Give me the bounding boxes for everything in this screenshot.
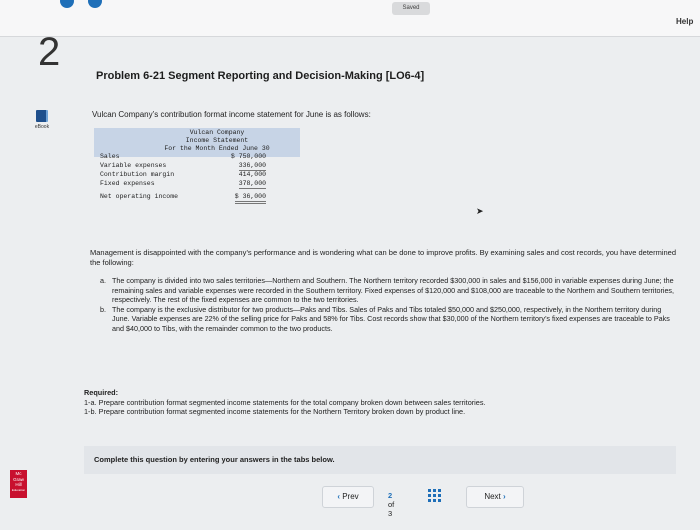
income-statement [94, 128, 300, 210]
ebook-button[interactable] [32, 110, 52, 130]
row-value: $ 36,000 [235, 192, 266, 204]
progress-dot-icon [88, 0, 102, 8]
question-number: 2 [38, 30, 61, 74]
row-value: 336,000 [238, 162, 266, 169]
book-icon [36, 110, 48, 122]
row-value: 414,000 [238, 171, 266, 178]
chevron-left-icon: ‹ [337, 492, 340, 501]
list-item [100, 305, 680, 334]
top-bar [0, 0, 700, 37]
mouse-cursor-icon: ➤ [476, 206, 484, 216]
grid-menu-icon[interactable] [428, 489, 441, 502]
prev-label: Prev [342, 492, 359, 501]
row-value: 378,000 [238, 180, 266, 187]
row-value: $ 750,000 [230, 153, 266, 160]
statement-name: Income Statement [185, 137, 249, 144]
logo-text: Graw [13, 476, 24, 482]
row-label: Sales [100, 153, 120, 160]
complete-instruction: Complete this question by entering your answers in the tabs below. [84, 446, 676, 474]
list-text: The company is the exclusive distributor for two products—Paks and Tibs. Sales of Paks and Tibs totaled $50,000 and $250,000, respectively, in the Northern territory during June. Variable expenses are 22% of the selling price for Paks and 58% for Tibs. Cost records show that $30,000 of the Northern territory’s fixed expenses are traceable to Paks and $40,000 to Tibs, with the remainder common to the two products. [112, 304, 670, 333]
help-link[interactable]: Help [676, 17, 694, 26]
list-text: The company is divided into two sales territories—Northern and Southern. The Northern territory recorded $300,000 in sales and $156,000 in variable expenses during June; the remaining sales and variable expenses were recorded in the Southern territory. Fixed expenses of $120,000 and $108,000 are traceable to the Northern and Southern territories, respectively. The rest of the fixed expenses are common to the two territories. [112, 276, 675, 304]
statement-row [100, 179, 300, 188]
row-label: Contribution margin [100, 171, 175, 178]
required-section [84, 388, 684, 417]
management-text: Management is disappointed with the company’s performance and is wondering what can be done to improve profits. By examining sales and cost records, you have determined the following: [90, 248, 677, 267]
current-page: 2 [388, 491, 393, 500]
progress-dot-icon [60, 0, 74, 8]
next-label: Next [484, 492, 501, 501]
statement-row [100, 161, 300, 170]
of-label: of [388, 500, 395, 509]
prev-button[interactable] [322, 486, 374, 508]
statement-period: For the Month Ended June 30 [164, 145, 270, 152]
required-heading: Required: [84, 388, 119, 397]
page-indicator [388, 491, 394, 518]
facts-list [100, 276, 680, 333]
list-marker: b. [100, 304, 106, 314]
list-item [100, 276, 680, 305]
required-item: 1-b. Prepare contribution format segmented income statements for the Northern Territory broken down by product line. [84, 407, 466, 416]
logo-text: Education [11, 487, 26, 492]
intro-text: Vulcan Company’s contribution format income statement for June is as follows: [92, 110, 371, 119]
statement-row [100, 170, 300, 179]
logo-text: Mc [15, 471, 22, 476]
row-label: Variable expenses [100, 162, 167, 169]
publisher-logo [10, 470, 27, 498]
next-button[interactable] [466, 486, 524, 508]
required-item: 1-a. Prepare contribution format segmented income statements for the total company broken down between sales territories. [84, 397, 486, 407]
total-pages: 3 [388, 509, 393, 518]
saved-indicator: Saved [392, 2, 430, 15]
statement-row [100, 192, 300, 201]
statement-row [100, 152, 300, 161]
row-label: Fixed expenses [100, 180, 155, 187]
list-marker: a. [100, 276, 106, 285]
logo-text: Hill [15, 482, 22, 487]
statement-company: Vulcan Company [189, 129, 245, 136]
chevron-right-icon: › [503, 492, 506, 501]
ebook-label: eBook [34, 124, 50, 130]
problem-title: Problem 6-21 Segment Reporting and Decision-Making [LO6-4] [96, 70, 425, 82]
row-label: Net operating income [100, 193, 179, 200]
